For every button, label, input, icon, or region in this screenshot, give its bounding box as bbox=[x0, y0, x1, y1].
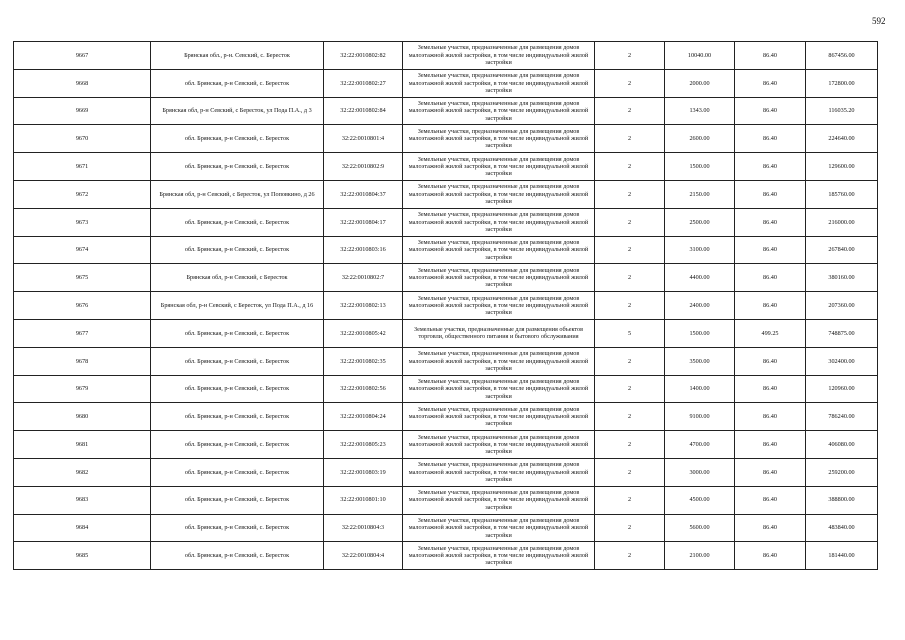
rate-cell: 86.40 bbox=[735, 292, 806, 320]
land-use-cell: Земельные участки, предназначенные для размещения домов малоэтажной жилой застройки, в том числе индивидуальной жилой застройки bbox=[403, 236, 595, 264]
rate-cell: 86.40 bbox=[735, 125, 806, 153]
rate-cell: 86.40 bbox=[735, 69, 806, 97]
cadastral-value-cell: 786240.00 bbox=[806, 403, 878, 431]
table-body bbox=[14, 42, 878, 570]
cadastral-number-cell: 32:22:0010801:10 bbox=[324, 486, 403, 514]
cadastral-number-cell: 32:22:0010804:24 bbox=[324, 403, 403, 431]
table-row bbox=[14, 403, 878, 431]
row-number: 9673 bbox=[14, 208, 151, 236]
area-cell: 3500.00 bbox=[665, 347, 735, 375]
row-number: 9674 bbox=[14, 236, 151, 264]
group-cell: 2 bbox=[595, 264, 665, 292]
group-cell: 2 bbox=[595, 514, 665, 542]
rate-cell: 86.40 bbox=[735, 375, 806, 403]
address-cell: обл. Брянская, р-н Севский, с. Береcток bbox=[151, 208, 324, 236]
area-cell: 4700.00 bbox=[665, 431, 735, 459]
table-row bbox=[14, 486, 878, 514]
row-number: 9677 bbox=[14, 319, 151, 347]
rate-cell: 86.40 bbox=[735, 97, 806, 125]
cadastral-value-cell: 748875.00 bbox=[806, 319, 878, 347]
land-use-cell: Земельные участки, предназначенные для размещения домов малоэтажной жилой застройки, в том числе индивидуальной жилой застройки bbox=[403, 403, 595, 431]
area-cell: 1400.00 bbox=[665, 375, 735, 403]
area-cell: 2500.00 bbox=[665, 208, 735, 236]
rate-cell: 86.40 bbox=[735, 153, 806, 181]
table-row bbox=[14, 431, 878, 459]
rate-cell: 86.40 bbox=[735, 431, 806, 459]
land-use-cell: Земельные участки, предназначенные для размещения домов малоэтажной жилой застройки, в том числе индивидуальной жилой застройки bbox=[403, 542, 595, 570]
rate-cell: 86.40 bbox=[735, 264, 806, 292]
address-cell: Брянская обл, р-н Севский, с Береcток, ул Поповкино, д 26 bbox=[151, 180, 324, 208]
group-cell: 2 bbox=[595, 69, 665, 97]
land-use-cell: Земельные участки, предназначенные для размещения домов малоэтажной жилой застройки, в том числе индивидуальной жилой застройки bbox=[403, 97, 595, 125]
row-number: 9668 bbox=[14, 69, 151, 97]
area-cell: 2400.00 bbox=[665, 292, 735, 320]
land-use-cell: Земельные участки, предназначенные для размещения домов малоэтажной жилой застройки, в том числе индивидуальной жилой застройки bbox=[403, 347, 595, 375]
table-row bbox=[14, 97, 878, 125]
address-cell: обл. Брянская, р-н Севский, с. Береcток bbox=[151, 458, 324, 486]
area-cell: 2600.00 bbox=[665, 125, 735, 153]
table-row bbox=[14, 458, 878, 486]
group-cell: 5 bbox=[595, 319, 665, 347]
table-row bbox=[14, 153, 878, 181]
address-cell: Брянская обл, р-н Севский, с Береcток, ул Пода П.А., д 16 bbox=[151, 292, 324, 320]
cadastral-value-cell: 216000.00 bbox=[806, 208, 878, 236]
land-use-cell: Земельные участки, предназначенные для размещения домов малоэтажной жилой застройки, в том числе индивидуальной жилой застройки bbox=[403, 431, 595, 459]
table-row bbox=[14, 180, 878, 208]
address-cell: обл. Брянская, р-н Севский, с. Береcток bbox=[151, 319, 324, 347]
land-use-cell: Земельные участки, предназначенные для размещения домов малоэтажной жилой застройки, в том числе индивидуальной жилой застройки bbox=[403, 375, 595, 403]
land-use-cell: Земельные участки, предназначенные для размещения домов малоэтажной жилой застройки, в том числе индивидуальной жилой застройки bbox=[403, 180, 595, 208]
group-cell: 2 bbox=[595, 292, 665, 320]
address-cell: Брянская обл, р-н Севский, с Береcток, ул Пода П.А., д 3 bbox=[151, 97, 324, 125]
area-cell: 9100.00 bbox=[665, 403, 735, 431]
cadastral-value-cell: 181440.00 bbox=[806, 542, 878, 570]
cadastral-value-cell: 406080.00 bbox=[806, 431, 878, 459]
table-row bbox=[14, 69, 878, 97]
land-use-cell: Земельные участки, предназначенные для размещения домов малоэтажной жилой застройки, в том числе индивидуальной жилой застройки bbox=[403, 486, 595, 514]
group-cell: 2 bbox=[595, 486, 665, 514]
row-number: 9676 bbox=[14, 292, 151, 320]
table-row bbox=[14, 42, 878, 70]
cadastral-value-cell: 207360.00 bbox=[806, 292, 878, 320]
cadastral-value-cell: 302400.00 bbox=[806, 347, 878, 375]
land-use-cell: Земельные участки, предназначенные для размещения домов малоэтажной жилой застройки, в том числе индивидуальной жилой застройки bbox=[403, 514, 595, 542]
table-row bbox=[14, 347, 878, 375]
cadastral-value-cell: 129600.00 bbox=[806, 153, 878, 181]
table-row bbox=[14, 236, 878, 264]
cadastral-number-cell: 32:22:0010804:3 bbox=[324, 514, 403, 542]
cadastral-value-cell: 483840.00 bbox=[806, 514, 878, 542]
group-cell: 2 bbox=[595, 403, 665, 431]
address-cell: обл. Брянская, р-н Севский, с. Береcток bbox=[151, 403, 324, 431]
cadastral-number-cell: 32:22:0010805:23 bbox=[324, 431, 403, 459]
address-cell: Брянская обл., р-н. Севский, с. Береcток bbox=[151, 42, 324, 70]
group-cell: 2 bbox=[595, 347, 665, 375]
area-cell: 2150.00 bbox=[665, 180, 735, 208]
area-cell: 1500.00 bbox=[665, 319, 735, 347]
cadastral-number-cell: 32:22:0010802:84 bbox=[324, 97, 403, 125]
area-cell: 3000.00 bbox=[665, 458, 735, 486]
cadastral-value-table bbox=[13, 41, 878, 570]
cadastral-value-cell: 120960.00 bbox=[806, 375, 878, 403]
cadastral-number-cell: 32:22:0010802:35 bbox=[324, 347, 403, 375]
land-use-cell: Земельные участки, предназначенные для размещения домов малоэтажной жилой застройки, в том числе индивидуальной жилой застройки bbox=[403, 292, 595, 320]
table-row bbox=[14, 264, 878, 292]
cadastral-number-cell: 32:22:0010802:9 bbox=[324, 153, 403, 181]
cadastral-value-cell: 172800.00 bbox=[806, 69, 878, 97]
cadastral-value-cell: 267840.00 bbox=[806, 236, 878, 264]
land-use-cell: Земельные участки, предназначенные для размещения домов малоэтажной жилой застройки, в том числе индивидуальной жилой застройки bbox=[403, 208, 595, 236]
group-cell: 2 bbox=[595, 180, 665, 208]
row-number: 9681 bbox=[14, 431, 151, 459]
table-row bbox=[14, 319, 878, 347]
area-cell: 1500.00 bbox=[665, 153, 735, 181]
group-cell: 2 bbox=[595, 458, 665, 486]
rate-cell: 86.40 bbox=[735, 347, 806, 375]
row-number: 9672 bbox=[14, 180, 151, 208]
row-number: 9669 bbox=[14, 97, 151, 125]
table-row bbox=[14, 208, 878, 236]
table-row bbox=[14, 375, 878, 403]
area-cell: 2000.00 bbox=[665, 69, 735, 97]
address-cell: обл. Брянская, р-н Севский, с. Береcток bbox=[151, 153, 324, 181]
cadastral-value-cell: 388800.00 bbox=[806, 486, 878, 514]
page-number: 592 bbox=[872, 16, 886, 26]
cadastral-value-cell: 185760.00 bbox=[806, 180, 878, 208]
group-cell: 2 bbox=[595, 542, 665, 570]
cadastral-value-cell: 867456.00 bbox=[806, 42, 878, 70]
row-number: 9680 bbox=[14, 403, 151, 431]
table-row bbox=[14, 542, 878, 570]
row-number: 9670 bbox=[14, 125, 151, 153]
rate-cell: 86.40 bbox=[735, 403, 806, 431]
rate-cell: 499.25 bbox=[735, 319, 806, 347]
cadastral-number-cell: 32:22:0010802:82 bbox=[324, 42, 403, 70]
group-cell: 2 bbox=[595, 431, 665, 459]
land-use-cell: Земельные участки, предназначенные для размещения домов малоэтажной жилой застройки, в том числе индивидуальной жилой застройки bbox=[403, 42, 595, 70]
rate-cell: 86.40 bbox=[735, 42, 806, 70]
area-cell: 3100.00 bbox=[665, 236, 735, 264]
cadastral-number-cell: 32:22:0010805:42 bbox=[324, 319, 403, 347]
row-number: 9682 bbox=[14, 458, 151, 486]
land-use-cell: Земельные участки, предназначенные для размещения объектов торговли, общественного питания и бытового обслуживания bbox=[403, 319, 595, 347]
cadastral-value-cell: 116035.20 bbox=[806, 97, 878, 125]
address-cell: обл. Брянская, р-н Севский, с. Береcток bbox=[151, 431, 324, 459]
land-use-cell: Земельные участки, предназначенные для размещения домов малоэтажной жилой застройки, в том числе индивидуальной жилой застройки bbox=[403, 458, 595, 486]
row-number: 9684 bbox=[14, 514, 151, 542]
area-cell: 5600.00 bbox=[665, 514, 735, 542]
cadastral-number-cell: 32:22:0010804:4 bbox=[324, 542, 403, 570]
group-cell: 2 bbox=[595, 208, 665, 236]
cadastral-value-cell: 380160.00 bbox=[806, 264, 878, 292]
group-cell: 2 bbox=[595, 375, 665, 403]
address-cell: обл. Брянская, р-н Севский, с. Береcток bbox=[151, 69, 324, 97]
group-cell: 2 bbox=[595, 97, 665, 125]
rate-cell: 86.40 bbox=[735, 180, 806, 208]
cadastral-number-cell: 32:22:0010802:7 bbox=[324, 264, 403, 292]
row-number: 9685 bbox=[14, 542, 151, 570]
address-cell: обл. Брянская, р-н Севский, с. Береcток bbox=[151, 125, 324, 153]
table-row bbox=[14, 125, 878, 153]
address-cell: обл. Брянская, р-н Севский, с. Береcток bbox=[151, 486, 324, 514]
cadastral-number-cell: 32:22:0010802:56 bbox=[324, 375, 403, 403]
row-number: 9671 bbox=[14, 153, 151, 181]
cadastral-number-cell: 32:22:0010802:27 bbox=[324, 69, 403, 97]
cadastral-number-cell: 32:22:0010803:19 bbox=[324, 458, 403, 486]
group-cell: 2 bbox=[595, 125, 665, 153]
address-cell: Брянская обл, р-н Севский, с Береcток bbox=[151, 264, 324, 292]
address-cell: обл. Брянская, р-н Севский, с. Береcток bbox=[151, 236, 324, 264]
row-number: 9667 bbox=[14, 42, 151, 70]
rate-cell: 86.40 bbox=[735, 542, 806, 570]
area-cell: 4400.00 bbox=[665, 264, 735, 292]
group-cell: 2 bbox=[595, 153, 665, 181]
land-use-cell: Земельные участки, предназначенные для размещения домов малоэтажной жилой застройки, в том числе индивидуальной жилой застройки bbox=[403, 153, 595, 181]
row-number: 9678 bbox=[14, 347, 151, 375]
land-use-cell: Земельные участки, предназначенные для размещения домов малоэтажной жилой застройки, в том числе индивидуальной жилой застройки bbox=[403, 264, 595, 292]
cadastral-number-cell: 32:22:0010804:37 bbox=[324, 180, 403, 208]
cadastral-number-cell: 32:22:0010803:16 bbox=[324, 236, 403, 264]
row-number: 9683 bbox=[14, 486, 151, 514]
land-use-cell: Земельные участки, предназначенные для размещения домов малоэтажной жилой застройки, в том числе индивидуальной жилой застройки bbox=[403, 125, 595, 153]
row-number: 9675 bbox=[14, 264, 151, 292]
cadastral-number-cell: 32:22:0010801:4 bbox=[324, 125, 403, 153]
cadastral-number-cell: 32:22:0010802:13 bbox=[324, 292, 403, 320]
area-cell: 2100.00 bbox=[665, 542, 735, 570]
cadastral-value-cell: 224640.00 bbox=[806, 125, 878, 153]
rate-cell: 86.40 bbox=[735, 486, 806, 514]
cadastral-number-cell: 32:22:0010804:17 bbox=[324, 208, 403, 236]
rate-cell: 86.40 bbox=[735, 208, 806, 236]
address-cell: обл. Брянская, р-н Севский, с. Береcток bbox=[151, 375, 324, 403]
group-cell: 2 bbox=[595, 236, 665, 264]
table-row bbox=[14, 514, 878, 542]
land-use-cell: Земельные участки, предназначенные для размещения домов малоэтажной жилой застройки, в том числе индивидуальной жилой застройки bbox=[403, 69, 595, 97]
row-number: 9679 bbox=[14, 375, 151, 403]
area-cell: 10040.00 bbox=[665, 42, 735, 70]
address-cell: обл. Брянская, р-н Севский, с. Береcток bbox=[151, 347, 324, 375]
area-cell: 4500.00 bbox=[665, 486, 735, 514]
group-cell: 2 bbox=[595, 42, 665, 70]
table-row bbox=[14, 292, 878, 320]
cadastral-value-cell: 259200.00 bbox=[806, 458, 878, 486]
address-cell: обл. Брянская, р-н Севский, с. Береcток bbox=[151, 542, 324, 570]
address-cell: обл. Брянская, р-н Севский, с. Береcток bbox=[151, 514, 324, 542]
rate-cell: 86.40 bbox=[735, 458, 806, 486]
rate-cell: 86.40 bbox=[735, 514, 806, 542]
area-cell: 1343.00 bbox=[665, 97, 735, 125]
rate-cell: 86.40 bbox=[735, 236, 806, 264]
